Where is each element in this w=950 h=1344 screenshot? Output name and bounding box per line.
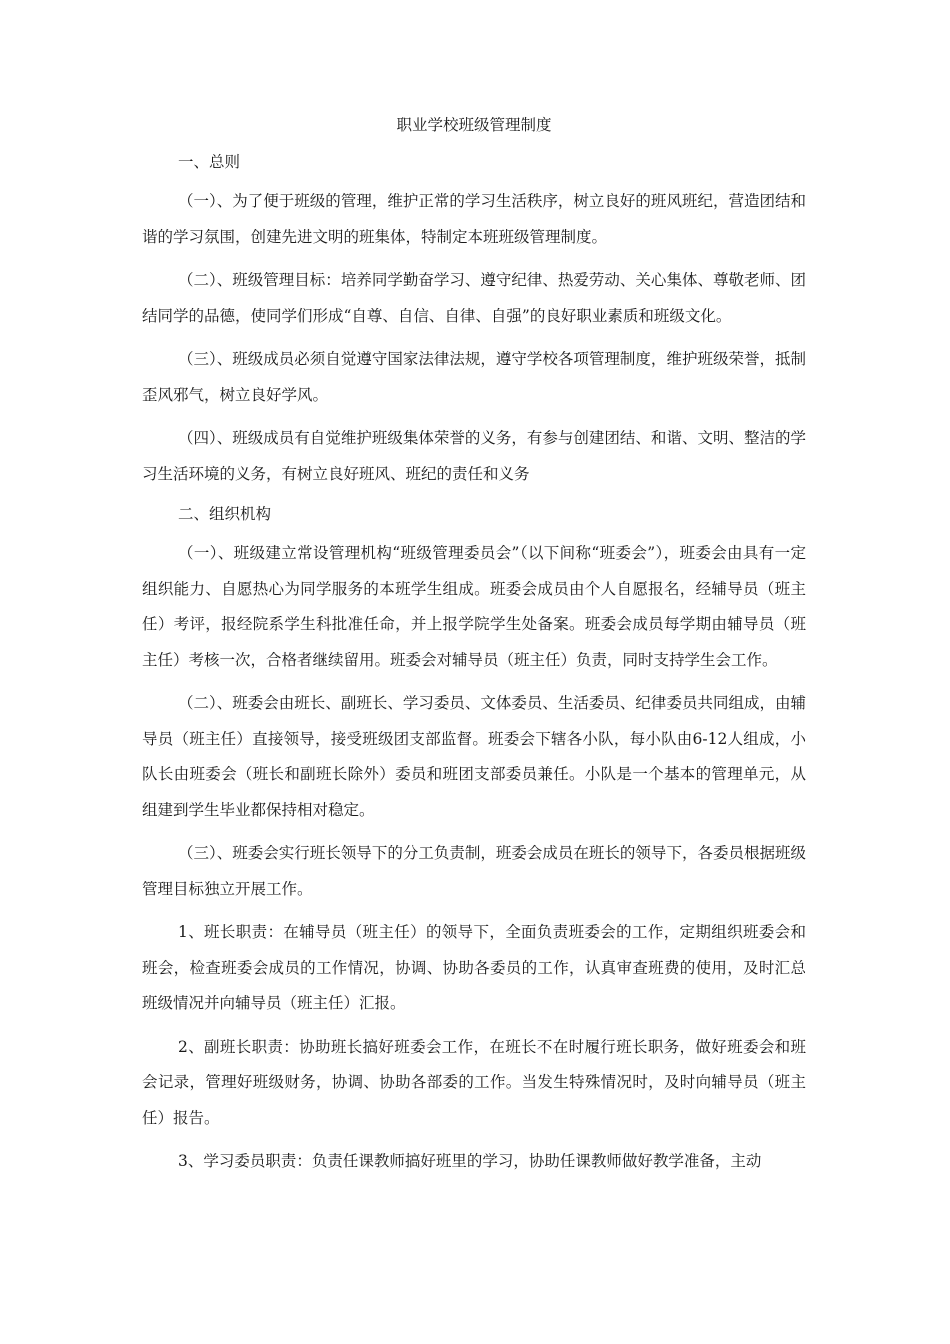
paragraph: （二）、班级管理目标：培养同学勤奋学习、遵守纪律、热爱劳动、关心集体、尊敬老师、团结同学的品德，使同学们形成“自尊、自信、自律、自强”的良好职业素质和班级文化。 [142, 271, 806, 325]
section-heading-general: 一、总则 [178, 153, 241, 171]
section-heading-organization: 二、组织机构 [178, 505, 272, 523]
paragraph: （一）、为了便于班级的管理，维护正常的学习生活秩序，树立良好的班风班纪，营造团结和谐的学习氛围，创建先进文明的班集体，特制定本班班级管理制度。 [142, 192, 806, 246]
paragraph: （二）、班委会由班长、副班长、学习委员、文体委员、生活委员、纪律委员共同组成，由辅导员（班主任）直接领导，接受班级团支部监督。班委会下辖各小队，每小队由6-12人组成，小队长由班委会（班长和副班长除外）委员和班团支部委员兼任。小队是一个基本的管理单元，从组建到学生毕业都保持相对稳定。 [142, 694, 806, 819]
paragraph: （一）、班级建立常设管理机构“班级管理委员会”（以下间称“班委会”），班委会由具有一定组织能力、自愿热心为同学服务的本班学生组成。班委会成员由个人自愿报名，经辅导员（班主任）考评，报经院系学生科批准任命，并上报学院学生处备案。班委会成员每学期由辅导员（班主任）考核一次，合格者继续留用。班委会对辅导员（班主任）负责，同时支持学生会工作。 [142, 544, 806, 669]
paragraph: （三）、班委会实行班长领导下的分工负责制，班委会成员在班长的领导下，各委员根据班级管理目标独立开展工作。 [142, 844, 806, 898]
paragraph: 3、学习委员职责：负责任课教师搞好班里的学习，协助任课教师做好教学准备，主动 [178, 1152, 762, 1170]
paragraph: （三）、班级成员必须自觉遵守国家法律法规，遵守学校各项管理制度，维护班级荣誉，抵制歪风邪气，树立良好学风。 [142, 350, 806, 404]
paragraph: （四）、班级成员有自觉维护班级集体荣誉的义务，有参与创建团结、和谐、文明、整洁的学习生活环境的义务，有树立良好班风、班纪的责任和义务 [142, 429, 806, 483]
paragraph: 2、副班长职责：协助班长搞好班委会工作，在班长不在时履行班长职务，做好班委会和班会记录，管理好班级财务，协调、协助各部委的工作。当发生特殊情况时，及时向辅导员（班主任）报告。 [142, 1037, 806, 1127]
paragraph: 1、班长职责：在辅导员（班主任）的领导下，全面负责班委会的工作，定期组织班委会和班会，检查班委会成员的工作情况，协调、协助各委员的工作，认真审查班费的使用，及时汇总班级情况并向辅导员（班主任）汇报。 [142, 923, 806, 1012]
document-title: 职业学校班级管理制度 [396, 116, 552, 134]
document-body [142, 112, 806, 1188]
